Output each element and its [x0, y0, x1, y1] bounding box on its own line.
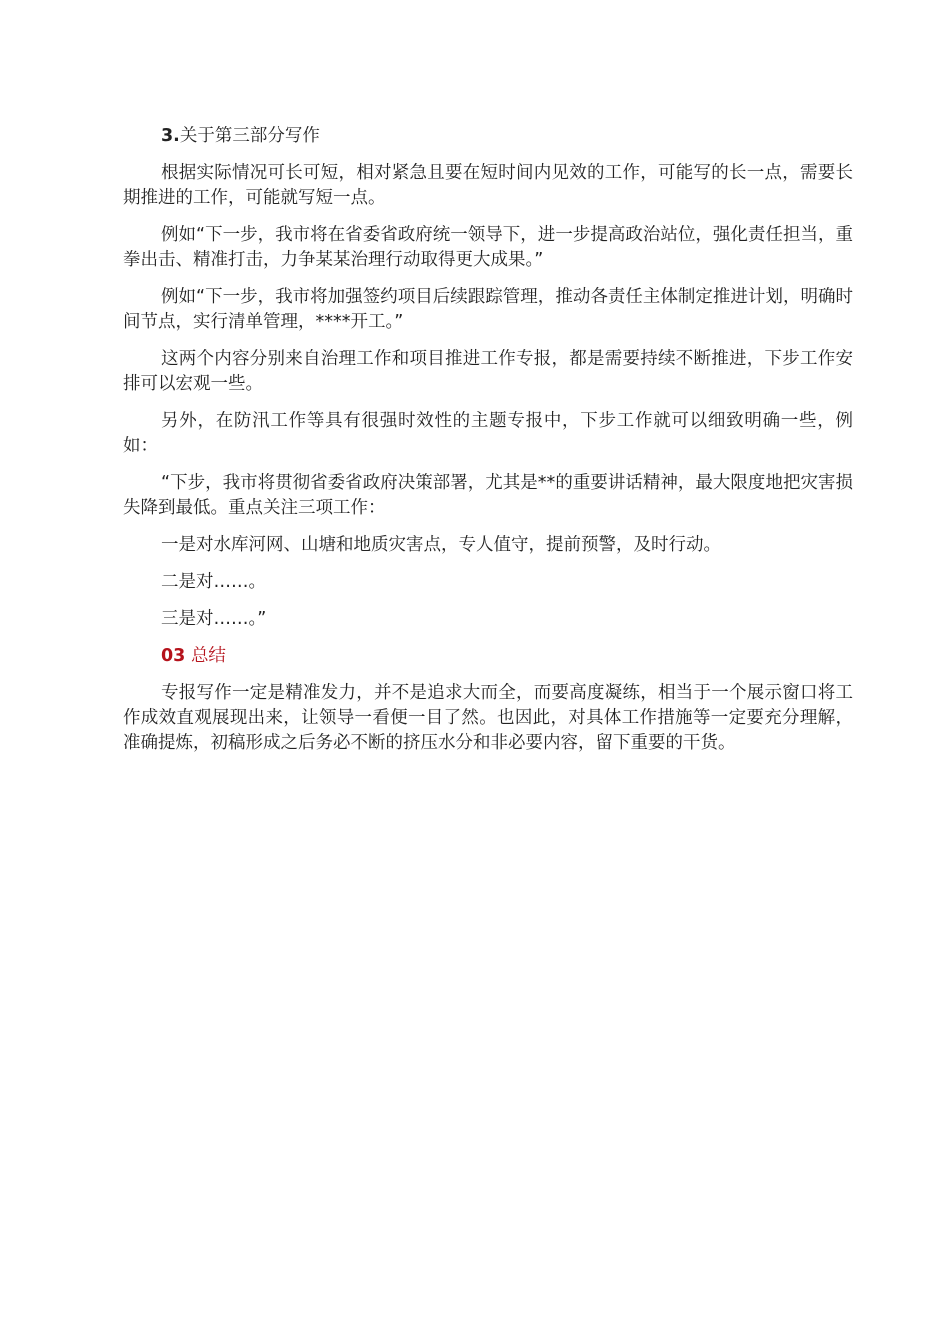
document-page [123, 124, 853, 768]
subheading-text: 关于第三部分写作 [179, 126, 320, 146]
section-heading-summary [123, 644, 853, 669]
subheading-3 [123, 124, 853, 149]
paragraph: 例如“下一步，我市将加强签约项目后续跟踪管理，推动各责任主体制定推进计划，明确时间节点，实行清单管理，****开工。” [123, 287, 853, 332]
paragraph: 三是对……。” [161, 609, 267, 629]
subheading-number: 3. [161, 126, 180, 146]
paragraph: 另外，在防汛工作等具有很强时效性的主题专报中，下步工作就可以细致明确一些，例如： [123, 411, 853, 456]
paragraph: 这两个内容分别来自治理工作和项目推进工作专报，都是需要持续不断推进，下步工作安排可以宏观一些。 [123, 349, 853, 394]
section-number: 03 [161, 646, 186, 666]
paragraph: 一是对水库河网、山塘和地质灾害点，专人值守，提前预警，及时行动。 [161, 535, 721, 555]
paragraph: 专报写作一定是精准发力，并不是追求大而全，而要高度凝练，相当于一个展示窗口将工作成效直观展现出来，让领导一看便一目了然。也因此，对具体工作措施等一定要充分理解，准确提炼，初稿形成之后务必不断的挤压水分和非必要内容，留下重要的干货。 [123, 683, 853, 753]
paragraph: 二是对……。 [161, 572, 266, 592]
paragraph: 例如“下一步，我市将在省委省政府统一领导下，进一步提高政治站位，强化责任担当，重拳出击、精准打击，力争某某治理行动取得更大成果。” [123, 225, 853, 270]
paragraph: 根据实际情况可长可短，相对紧急且要在短时间内见效的工作，可能写的长一点，需要长期推进的工作，可能就写短一点。 [123, 163, 853, 208]
section-title: 总结 [190, 646, 226, 666]
paragraph: “下步，我市将贯彻省委省政府决策部署，尤其是**的重要讲话精神，最大限度地把灾害损失降到最低。重点关注三项工作： [123, 473, 853, 518]
